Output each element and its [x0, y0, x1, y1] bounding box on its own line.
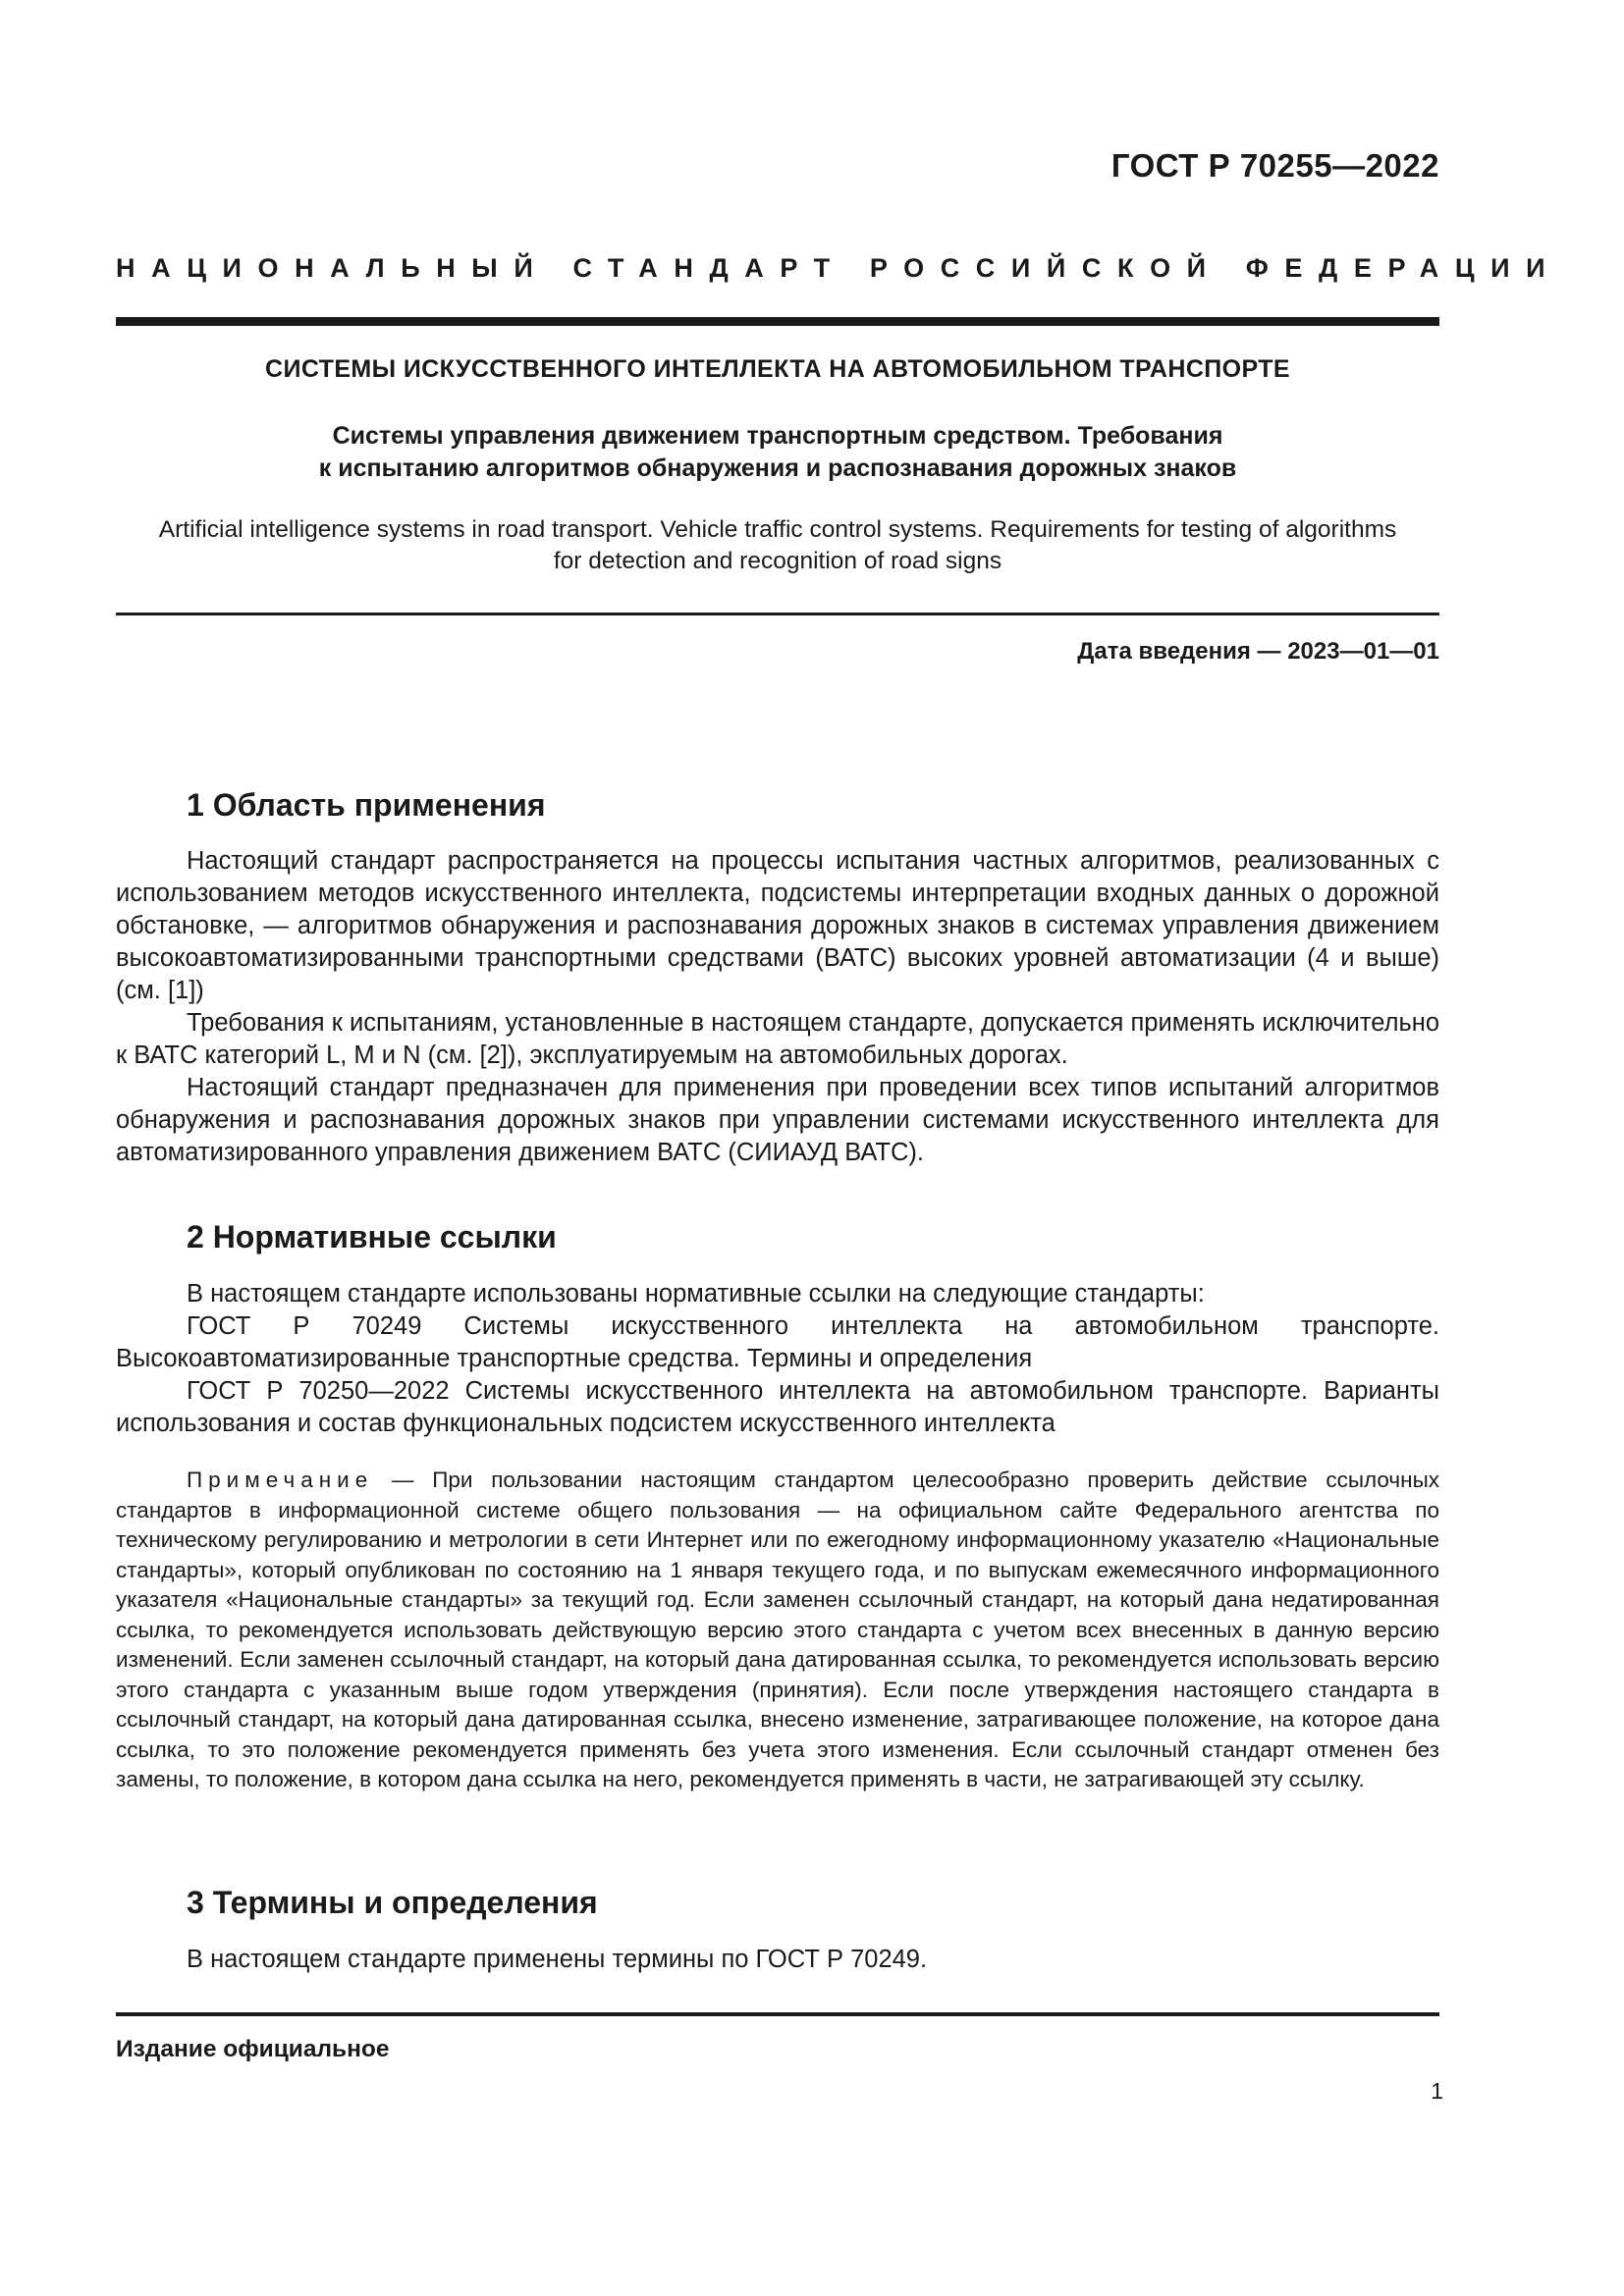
- section-1-body: [116, 845, 1439, 1169]
- section-1-heading: 1 Область применения: [187, 787, 546, 823]
- note-text: — При пользовании настоящим стандартом целесообразно проверить действие ссылочных стандартов в информационной системе общего пользования — на официальном сайте Федерального агентства по техническому регулированию и метрологии в сети Интернет или по ежегодному информационному указателю «Национальные стандарты», который опубликован по состоянию на 1 января текущего года, и по выпускам ежемесячного информационного указателя «Национальные стандарты» за текущий год. Если заменен ссылочный стандарт, на который дана недатированная ссылка, то рекомендуется использовать действующую версию этого стандарта с учетом всех внесенных в данную версию изменений. Если заменен ссылочный стандарт, на который дана датированная ссылка, то рекомендуется использовать версию этого стандарта с указанным выше годом утверждения (принятия). Если после утверждения настоящего стандарта в ссылочный стандарт, на который дана датированная ссылка, внесено изменение, затрагивающее положение, на которое дана ссылка, то это положение рекомендуется применять без учета этого изменения. Если ссылочный стандарт отменен без замены, то положение, в котором дана ссылка на него, рекомендуется применять в части, не затрагивающей эту ссылку.: [116, 1468, 1439, 1791]
- section-2-body: [116, 1278, 1439, 1440]
- title-rule: [116, 613, 1439, 615]
- section-1-paragraph: Требования к испытаниям, установленные в настоящем стандарте, допускается применять исключительно к ВАТС категорий L, M и N (см. [2]), эксплуатируемым на автомобильных дорогах.: [116, 1009, 1439, 1069]
- english-title-line-1: Artificial intelligence systems in road transport. Vehicle traffic control systems. Requirements for testing of algorithms: [158, 516, 1397, 543]
- document-title: СИСТЕМЫ ИСКУССТВЕННОГО ИНТЕЛЛЕКТА НА АВТОМОБИЛЬНОМ ТРАНСПОРТЕ: [265, 355, 1290, 383]
- normative-reference: ГОСТ Р 70250—2022 Системы искусственного интеллекта на автомобильном транспорте. Варианты использования и состав функциональных подсистем искусственного интеллекта: [116, 1377, 1439, 1437]
- subtitle-line-1: Системы управления движением транспортным средством. Требования: [332, 422, 1223, 450]
- section-3-heading: 3 Термины и определения: [187, 1885, 598, 1920]
- section-1-paragraph: Настоящий стандарт распространяется на процессы испытания частных алгоритмов, реализованных с использованием методов искусственного интеллекта, подсистемы интерпретации входных данных о дорожной обстановке, — алгоритмов обнаружения и распознавания дорожных знаков в системах управления движением высокоавтоматизированными транспортными средствами (ВАТС) высоких уровней автоматизации (4 и выше) (см. [1]): [116, 847, 1439, 1004]
- document-subtitle: [116, 420, 1439, 485]
- section-1-paragraph: Настоящий стандарт предназначен для применения при проведении всех типов испытаний алгоритмов обнаружения и распознавания дорожных знаков при управлении системами искусственного интеллекта для автоматизированного управления движением ВАТС (СИИАУД ВАТС).: [116, 1074, 1439, 1166]
- edition-label: Издание официальное: [116, 2036, 390, 2062]
- english-title: [116, 514, 1439, 577]
- introduction-date: Дата введения — 2023—01—01: [1077, 638, 1439, 665]
- page-number: 1: [1431, 2078, 1443, 2104]
- footer-rule: [116, 2012, 1439, 2016]
- english-title-line-2: for detection and recognition of road signs: [553, 548, 1002, 574]
- note-paragraph: [116, 1466, 1439, 1795]
- section-2-paragraph: В настоящем стандарте использованы нормативные ссылки на следующие стандарты:: [187, 1280, 1205, 1308]
- normative-reference: ГОСТ Р 70249 Системы искусственного интеллекта на автомобильном транспорте. Высокоавтоматизированные транспортные средства. Термины и определения: [116, 1312, 1439, 1372]
- section-3-body: [116, 1944, 1439, 1976]
- header-rule: [116, 317, 1439, 326]
- section-2-note: [116, 1466, 1439, 1795]
- document-code: ГОСТ Р 70255—2022: [1110, 147, 1439, 184]
- note-label: Примечание: [187, 1468, 374, 1492]
- subtitle-line-2: к испытанию алгоритмов обнаружения и распознавания дорожных знаков: [318, 454, 1237, 482]
- national-standard-banner: НАЦИОНАЛЬНЫЙ СТАНДАРТ РОССИЙСКОЙ ФЕДЕРАЦИИ: [116, 253, 1562, 283]
- section-2-heading: 2 Нормативные ссылки: [187, 1219, 557, 1255]
- section-3-paragraph: В настоящем стандарте применены термины по ГОСТ Р 70249.: [187, 1946, 928, 1973]
